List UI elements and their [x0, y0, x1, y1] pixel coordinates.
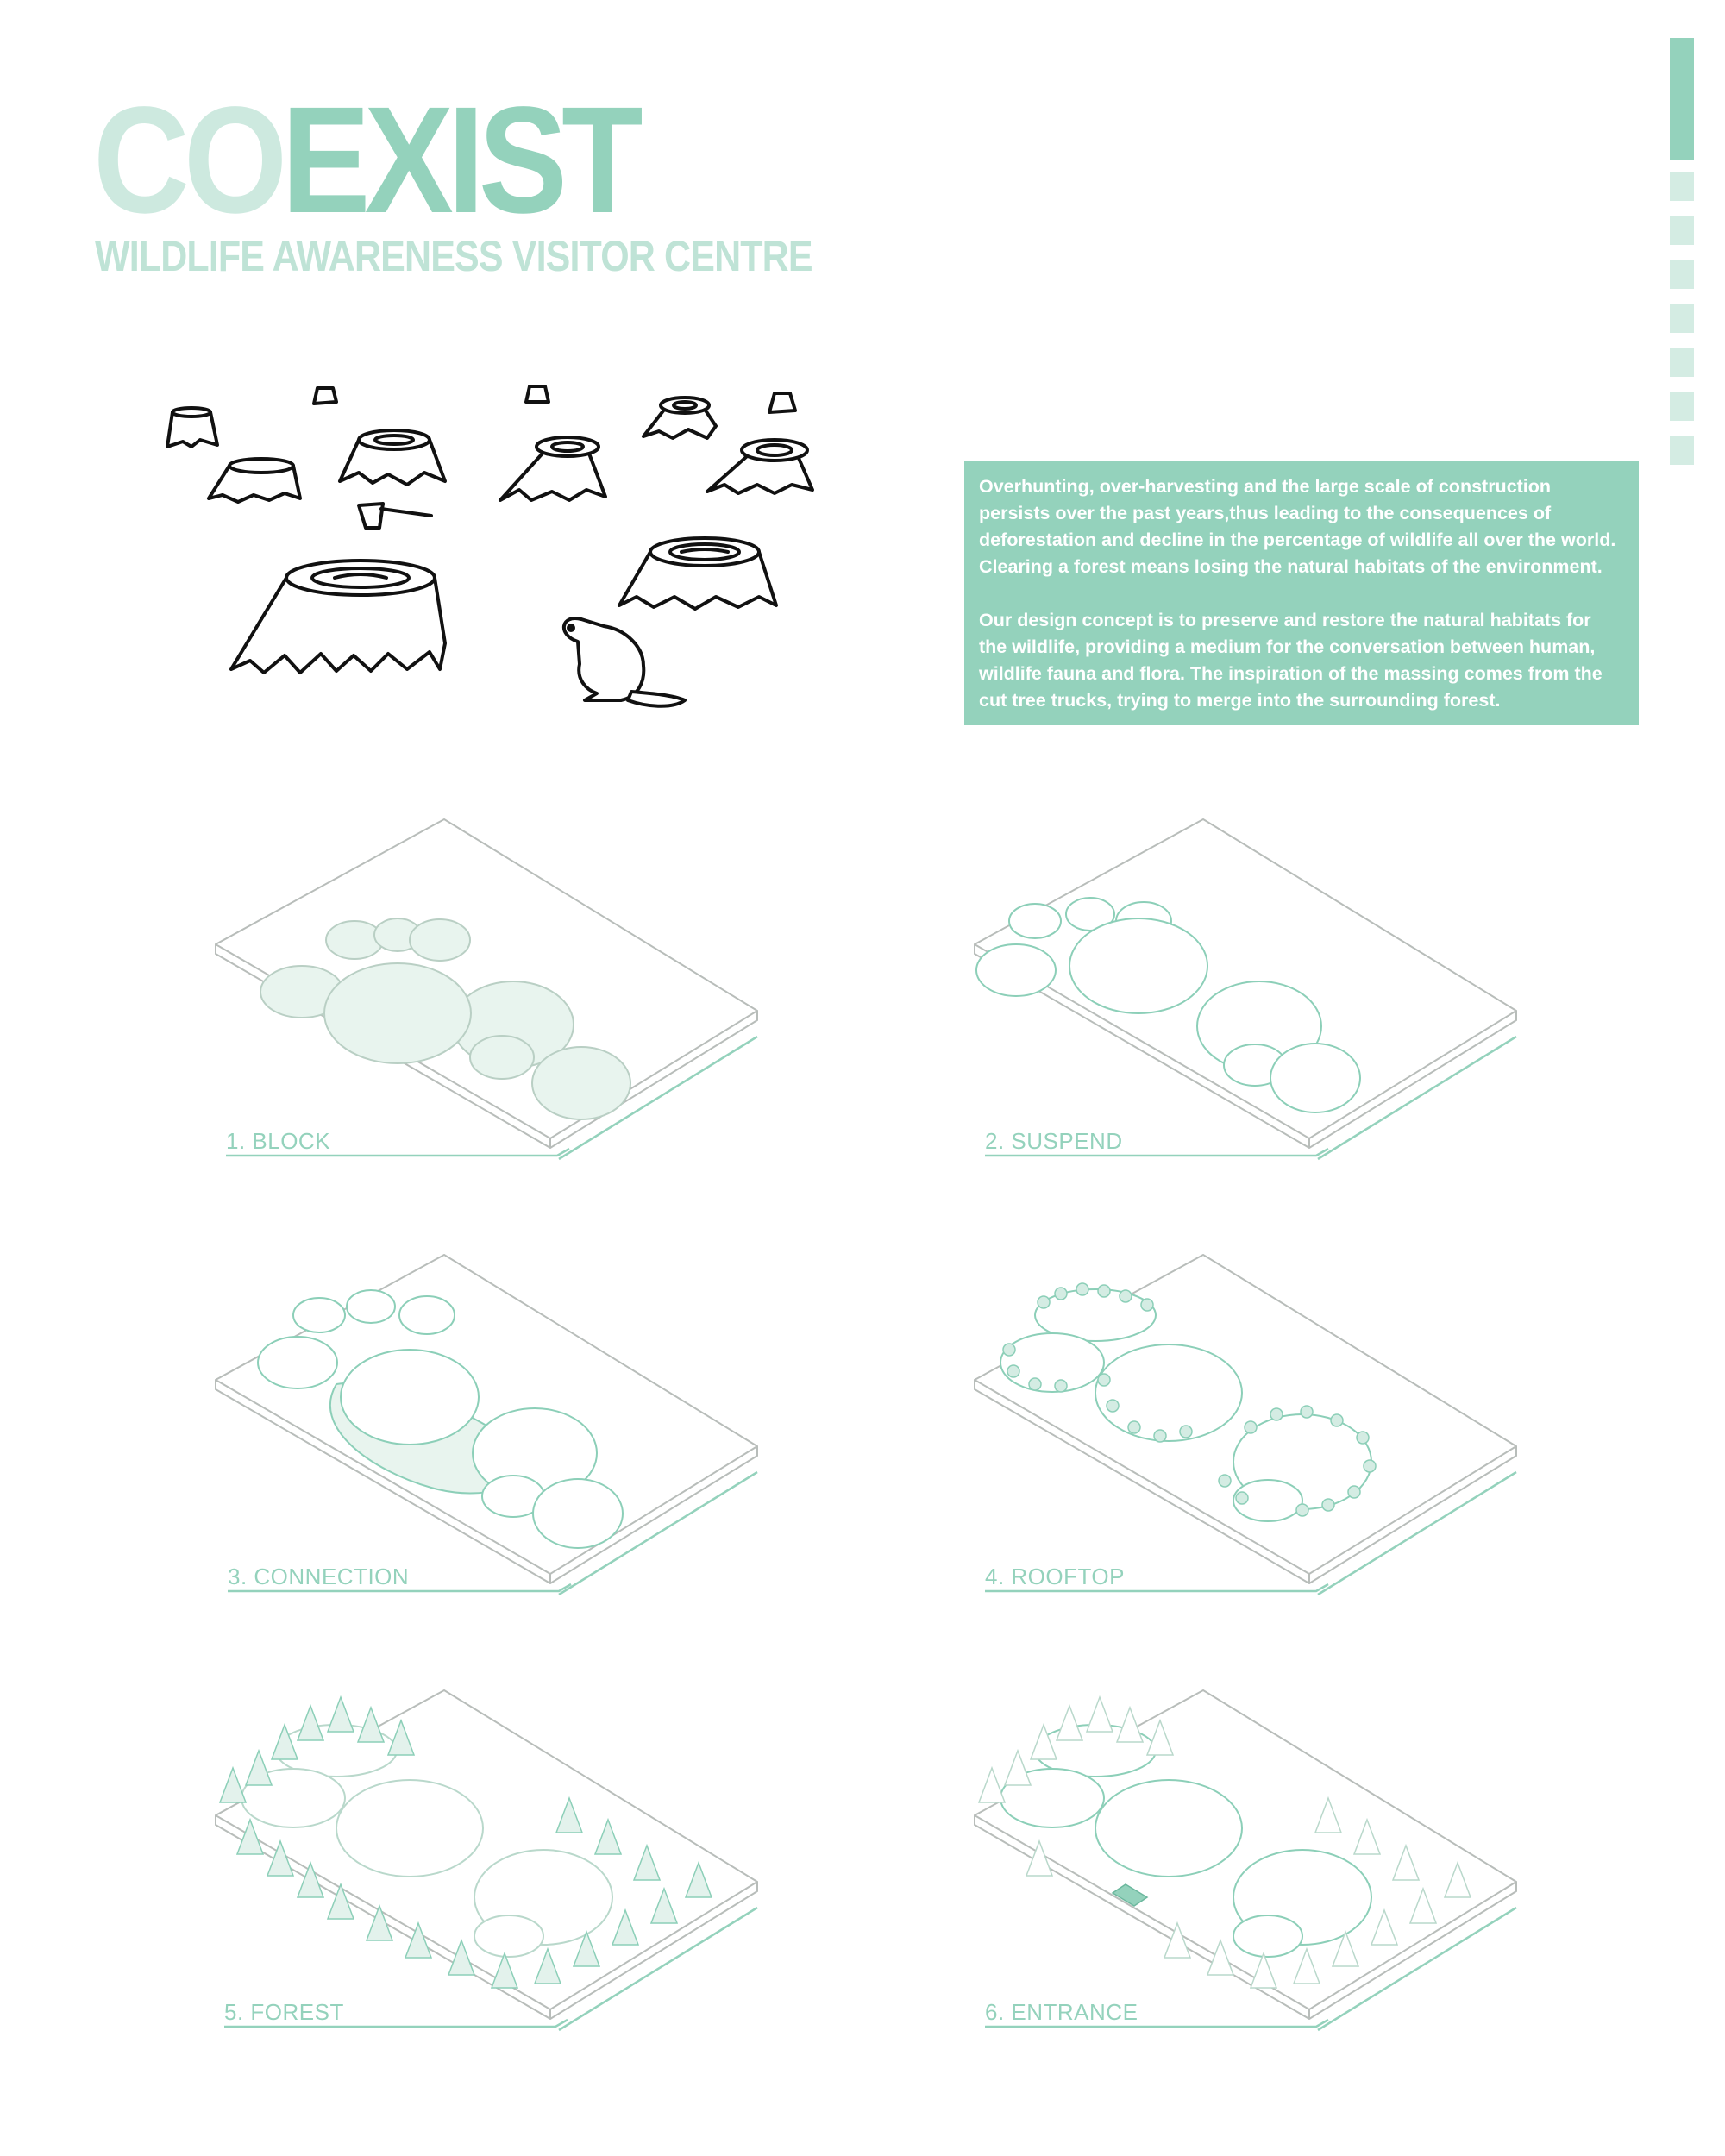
page-indicator [1670, 348, 1694, 377]
tree-stump-icon [231, 561, 445, 673]
step-label: 1. BLOCK [226, 1128, 331, 1154]
concept-paragraph-2: Our design concept is to preserve and restore the natural habitats for the wildlife, providing a medium for the conversation between human, wildlife fauna and flora. The inspiration of the massing comes from the cut tree trucks, trying to merge into the surrounding forest. [979, 610, 1603, 711]
step-connection-diagram [216, 1255, 776, 1600]
tree-stump-icon [167, 408, 217, 447]
step-underline [226, 1130, 571, 1164]
step-label: 2. SUSPEND [985, 1128, 1123, 1154]
step-underline [985, 1565, 1330, 1600]
beaver-icon [564, 618, 685, 706]
page-title [93, 76, 637, 245]
step-block-diagram [216, 819, 776, 1164]
page-indicator [1670, 436, 1694, 465]
tree-stump-icon [340, 430, 445, 485]
page-indicator [1670, 304, 1694, 333]
page-indicator [1670, 172, 1694, 201]
tree-stump-icon [526, 386, 549, 402]
step-label: 5. FOREST [224, 1999, 344, 2025]
stumps-sketch [155, 379, 845, 724]
step-label: 3. CONNECTION [228, 1564, 410, 1589]
page-indicator [1670, 260, 1694, 289]
step-label: 4. ROOFTOP [985, 1564, 1125, 1589]
step-label: 6. ENTRANCE [985, 1999, 1138, 2025]
step-underline [985, 1130, 1330, 1164]
tree-stump-icon [707, 440, 812, 493]
tree-stump-icon [209, 459, 300, 502]
concept-paragraph-1: Overhunting, over-harvesting and the large scale of construction persists over the past years,thus leading to the consequences of deforestation and decline in the percentage of wildlife all over the world. Clearing a forest means losing the natural habitats of the environment. [979, 476, 1616, 577]
page-indicator [1670, 392, 1694, 421]
step-rooftop-diagram [975, 1255, 1535, 1600]
step-forest-diagram [216, 1690, 776, 2035]
step-underline [985, 2001, 1330, 2035]
page-indicator-active [1670, 38, 1694, 160]
step-suspend-diagram [975, 819, 1535, 1164]
title-exist: EXIST [281, 76, 637, 245]
tree-stump-icon [619, 538, 776, 609]
step-underline [224, 2001, 569, 2035]
tree-stump-icon [314, 388, 336, 404]
concept-text-box [964, 461, 1639, 725]
step-underline [228, 1565, 573, 1600]
axe-icon [359, 504, 431, 528]
step-entrance-diagram [975, 1690, 1535, 2035]
title-co: CO [93, 76, 282, 245]
page-indicator [1670, 216, 1694, 245]
tree-stump-icon [643, 398, 716, 438]
page-subtitle: WILDLIFE AWARENESS VISITOR CENTRE [95, 232, 812, 280]
tree-stump-icon [769, 393, 795, 412]
tree-stump-icon [500, 437, 605, 500]
